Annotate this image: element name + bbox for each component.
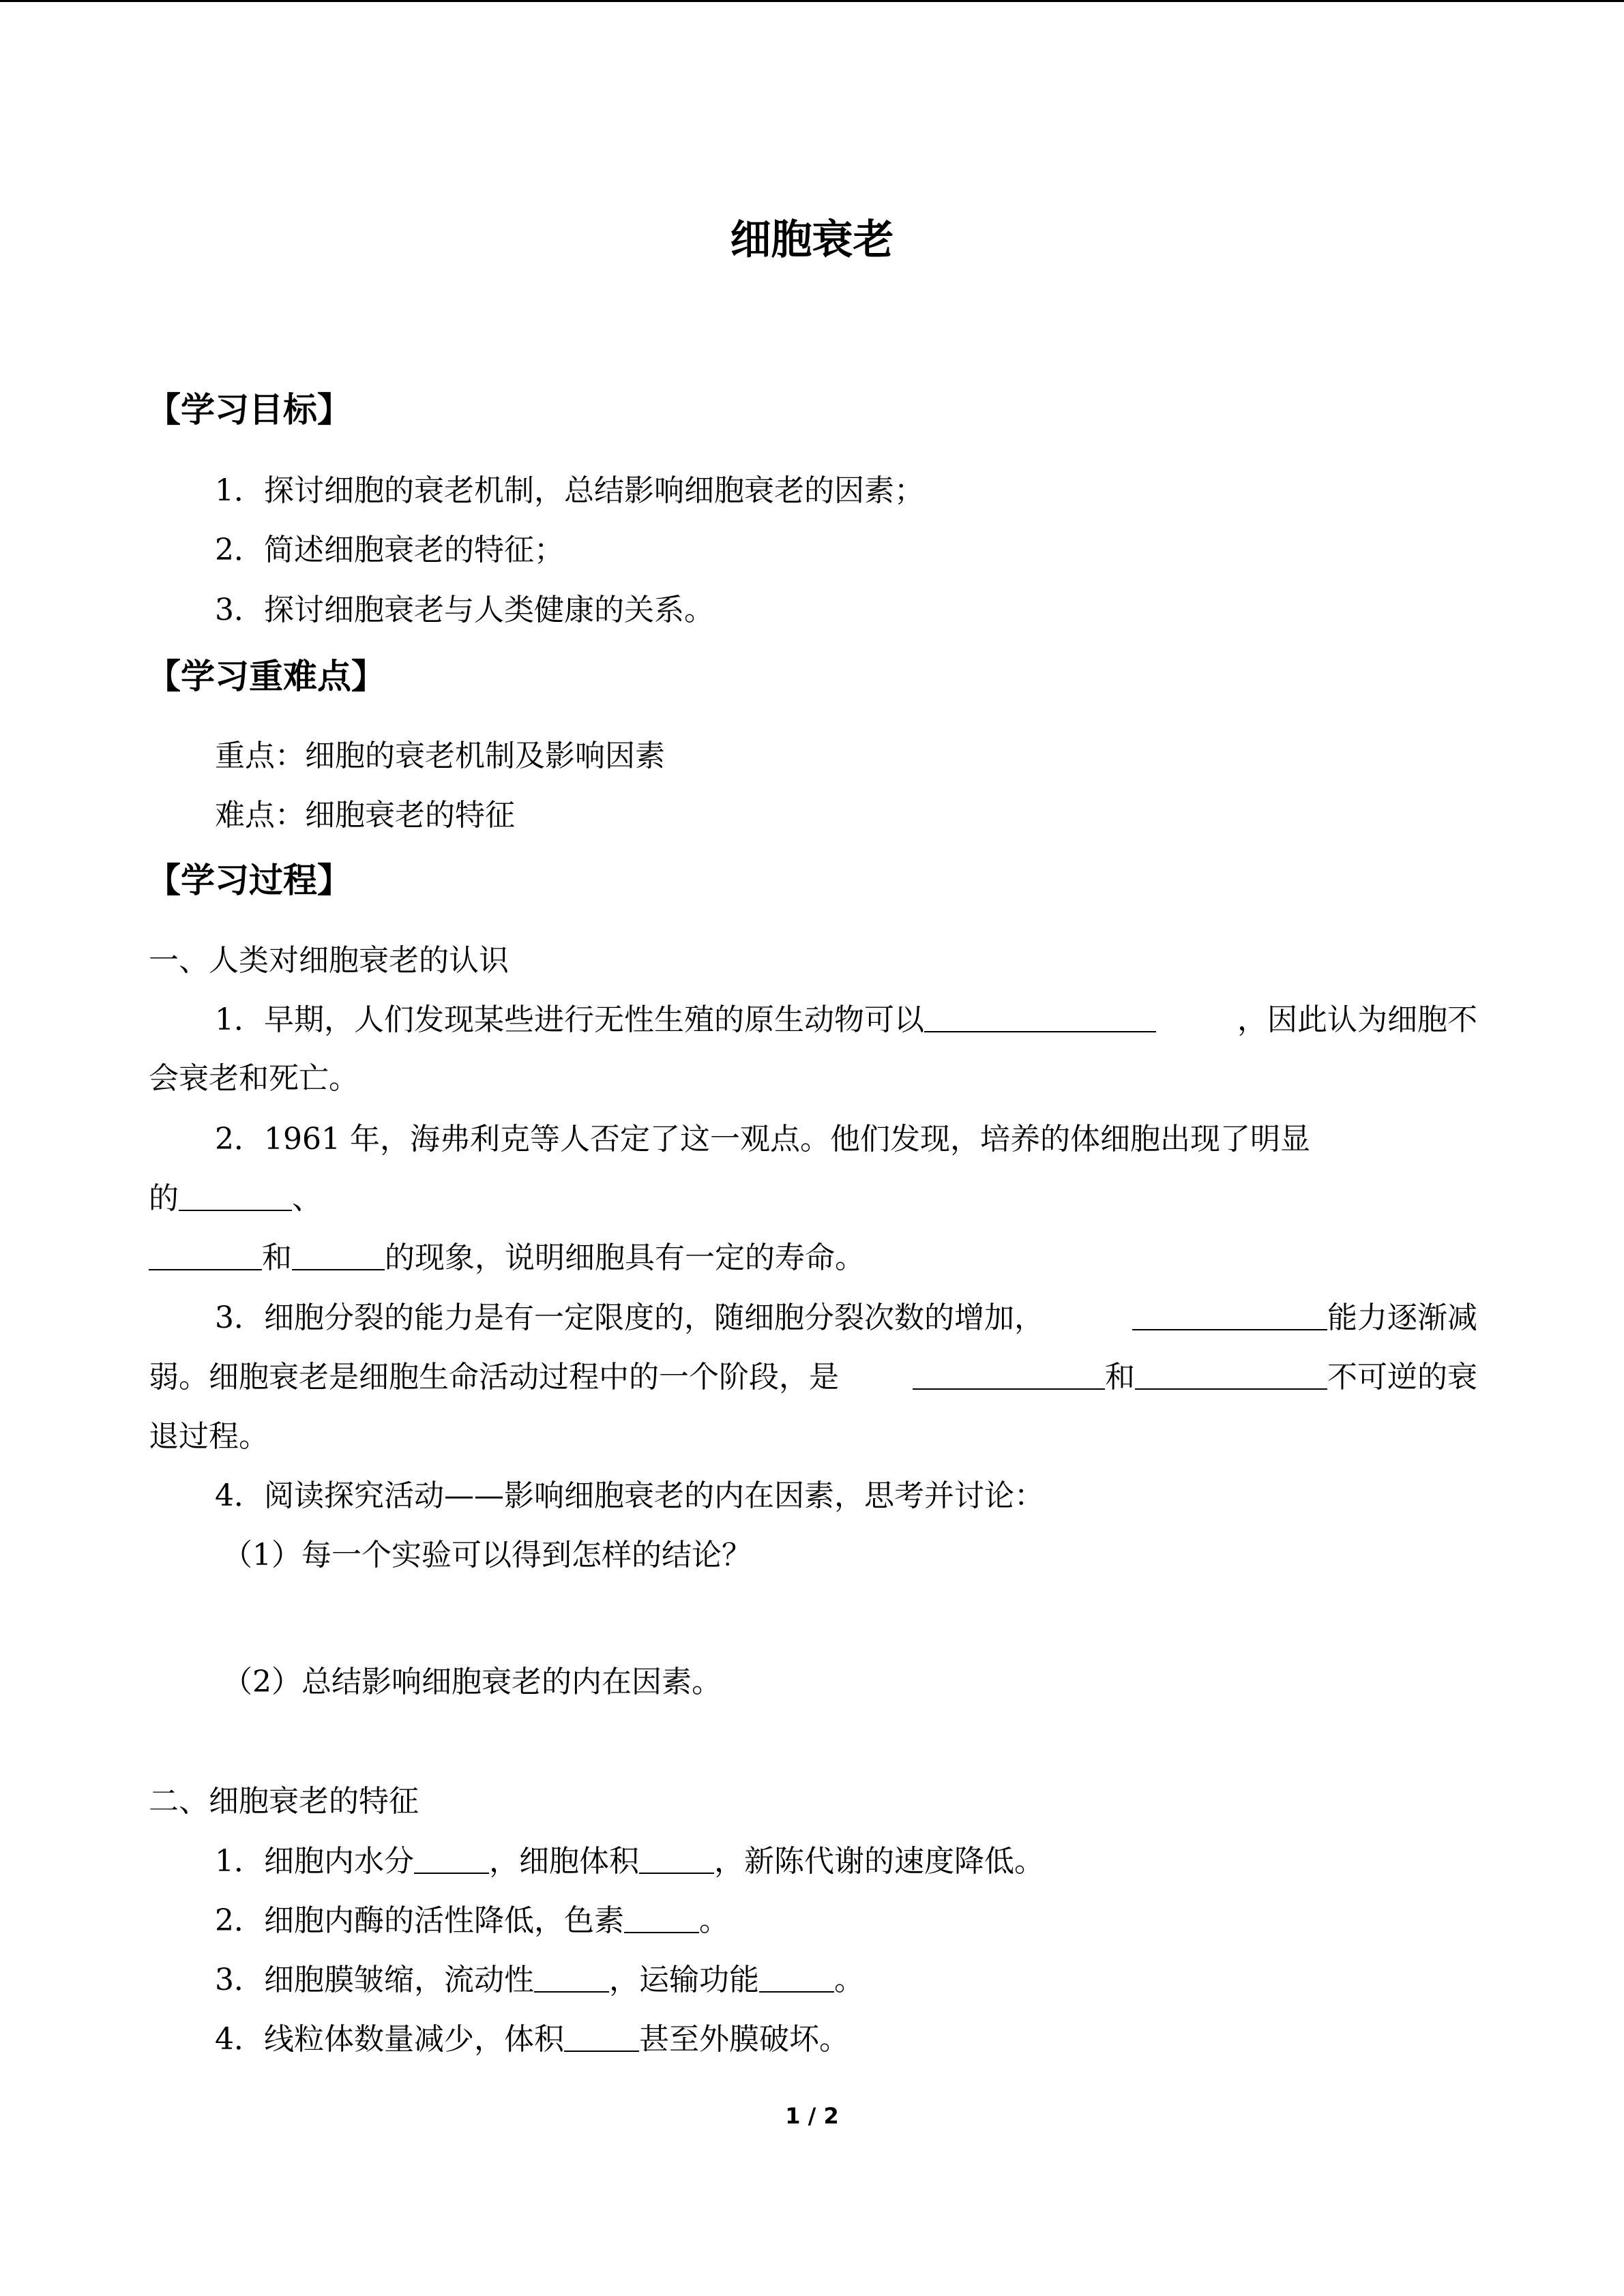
question-1: 1．早期，人们发现某些进行无性生殖的原生动物可以 ，因此认为细胞不 [215, 1002, 1477, 1037]
answer-blank-4[interactable] [292, 1239, 385, 1270]
key-points-heading: 【学习重难点】 [147, 657, 385, 696]
answer-blank-11[interactable] [534, 1961, 609, 1993]
question-3-continued-2: 退过程。 [149, 1419, 269, 1454]
objective-item-2: 2．简述细胞衰老的特征； [215, 533, 564, 567]
answer-blank-3[interactable] [149, 1239, 262, 1270]
feature-1: 1．细胞内水分 ，细胞体积 ，新陈代谢的速度降低。 [215, 1844, 1044, 1879]
page-title: 细胞衰老 [730, 216, 894, 264]
answer-blank-8[interactable] [414, 1843, 489, 1874]
answer-blank-6[interactable] [913, 1358, 1105, 1390]
key-point-difficulty: 难点：细胞衰老的特征 [215, 798, 515, 833]
answer-blank-5[interactable] [1132, 1299, 1327, 1330]
section1-title: 一、人类对细胞衰老的认识 [149, 943, 509, 978]
question-4-sub-2: （2）总结影响细胞衰老的内在因素。 [222, 1665, 722, 1699]
question-1-continued: 会衰老和死亡。 [149, 1061, 359, 1096]
objectives-heading: 【学习目标】 [147, 390, 351, 430]
objective-item-1: 1．探讨细胞的衰老机制，总结影响细胞衰老的因素； [215, 473, 924, 508]
page-number: 1 / 2 [785, 2103, 839, 2129]
page-top-border [0, 0, 1624, 2]
answer-blank-7[interactable] [1135, 1358, 1327, 1390]
answer-blank-2[interactable] [179, 1180, 292, 1211]
question-2-line-3: 和 的现象，说明细胞具有一定的寿命。 [149, 1238, 1477, 1279]
question-4: 4．阅读探究活动——影响细胞衰老的内在因素，思考并讨论： [215, 1478, 1044, 1513]
question-4-sub-1: （1）每一个实验可以得到怎样的结论？ [222, 1538, 752, 1572]
feature-3: 3．细胞膜皱缩，流动性 ，运输功能 。 [215, 1963, 864, 1997]
answer-blank-13[interactable] [564, 2021, 639, 2052]
feature-4: 4．线粒体数量减少，体积 甚至外膜破坏。 [215, 2022, 849, 2057]
answer-blank-10[interactable] [624, 1902, 699, 1933]
answer-blank-1[interactable] [924, 1001, 1156, 1032]
process-heading: 【学习过程】 [147, 861, 351, 900]
question-2-line-2: 的 、 [149, 1181, 322, 1216]
question-2-line-1: 2．1961 年，海弗利克等人否定了这一观点。他们发现，培养的体细胞出现了明显 [215, 1122, 1310, 1157]
section2-title: 二、细胞衰老的特征 [149, 1784, 419, 1819]
answer-blank-12[interactable] [759, 1961, 834, 1993]
question-3: 3．细胞分裂的能力是有一定限度的，随细胞分裂次数的增加， 能力逐渐减 [215, 1300, 1477, 1335]
question-3-continued: 弱。细胞衰老是细胞生命活动过程中的一个阶段，是 和 不可逆的衰 [149, 1360, 1477, 1395]
feature-2: 2．细胞内酶的活性降低，色素 。 [215, 1903, 729, 1938]
answer-blank-9[interactable] [639, 1843, 714, 1874]
objective-item-3: 3．探讨细胞衰老与人类健康的关系。 [215, 593, 714, 627]
key-point-focus: 重点：细胞的衰老机制及影响因素 [215, 739, 665, 773]
